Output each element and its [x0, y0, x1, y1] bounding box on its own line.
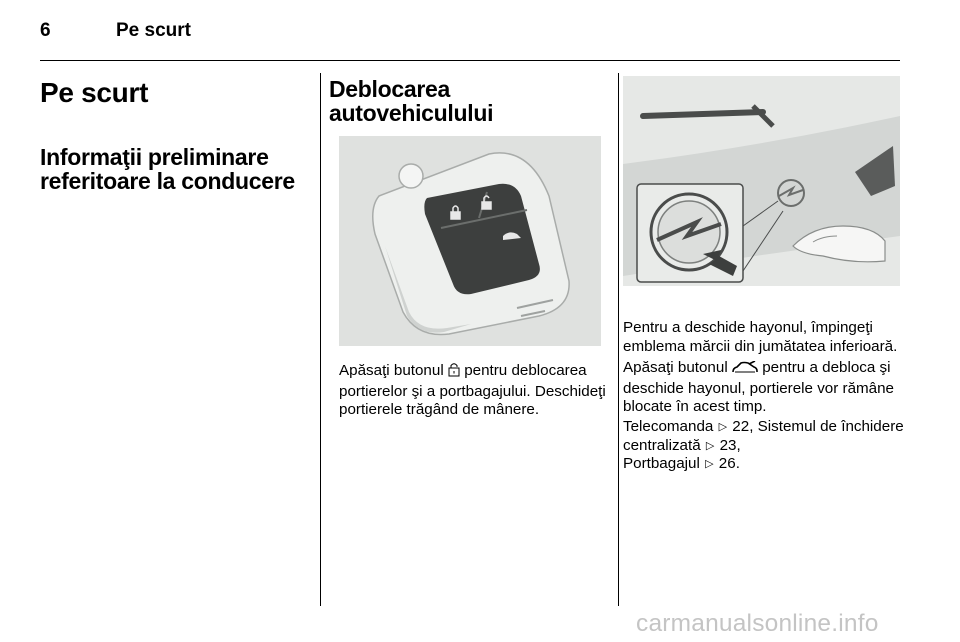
- column-divider-left: [320, 73, 321, 606]
- cross-references: [623, 418, 913, 474]
- triangle-arrow-icon: ▷: [705, 439, 715, 452]
- reference-separator: ,: [749, 418, 754, 435]
- watermark: carmanualsonline.info: [636, 610, 879, 637]
- subsection-title: Informaţii preliminare referitoare la conducere: [40, 144, 295, 194]
- column-divider-right: [618, 73, 619, 606]
- reference-link-trunk[interactable]: [623, 455, 740, 472]
- reference-page: 26: [718, 455, 736, 472]
- reference-label: Telecomanda: [623, 418, 714, 435]
- unlock-instruction: [339, 362, 611, 420]
- reference-page: 23: [719, 436, 737, 454]
- reference-page: 22: [732, 418, 750, 435]
- running-header: Pe scurt: [116, 20, 191, 41]
- tailgate-instruction: Pentru a deschide hayonul, împingeţi emblema mărcii din jumătatea inferioară.: [623, 319, 898, 355]
- reference-label: Portbagajul: [623, 455, 700, 472]
- header-rule: [40, 60, 900, 61]
- section-title: Pe scurt: [40, 77, 149, 108]
- page-number: 6: [40, 20, 51, 41]
- unlock-heading: Deblocarea autovehiculului: [329, 76, 494, 126]
- triangle-arrow-icon: ▷: [705, 458, 714, 470]
- unlock-text-after: pentru deblocarea portierelor şi a portbagajului. Deschideţi portierele trăgând de mânere.: [339, 362, 606, 418]
- tailgate-button-instruction: [623, 359, 913, 417]
- reference-separator: .: [735, 455, 740, 472]
- tailgate-text-before: Apăsaţi butonul: [623, 359, 728, 376]
- triangle-arrow-icon: ▷: [718, 421, 728, 433]
- tailgate-emblem-illustration: [623, 76, 900, 286]
- reference-link-remote[interactable]: [623, 418, 753, 435]
- car-tailgate-icon: [732, 361, 758, 380]
- tailgate-text-after: pentru a debloca şi deschide hayonul, portierele vor rămâne blocate în acest timp.: [623, 359, 895, 415]
- padlock-open-icon: [448, 362, 460, 383]
- key-fob-illustration: [339, 136, 601, 346]
- unlock-text-before: Apăsaţi butonul: [339, 362, 444, 379]
- reference-label: Sistemul de închidere centralizată: [623, 418, 904, 454]
- reference-separator: ,: [736, 436, 741, 454]
